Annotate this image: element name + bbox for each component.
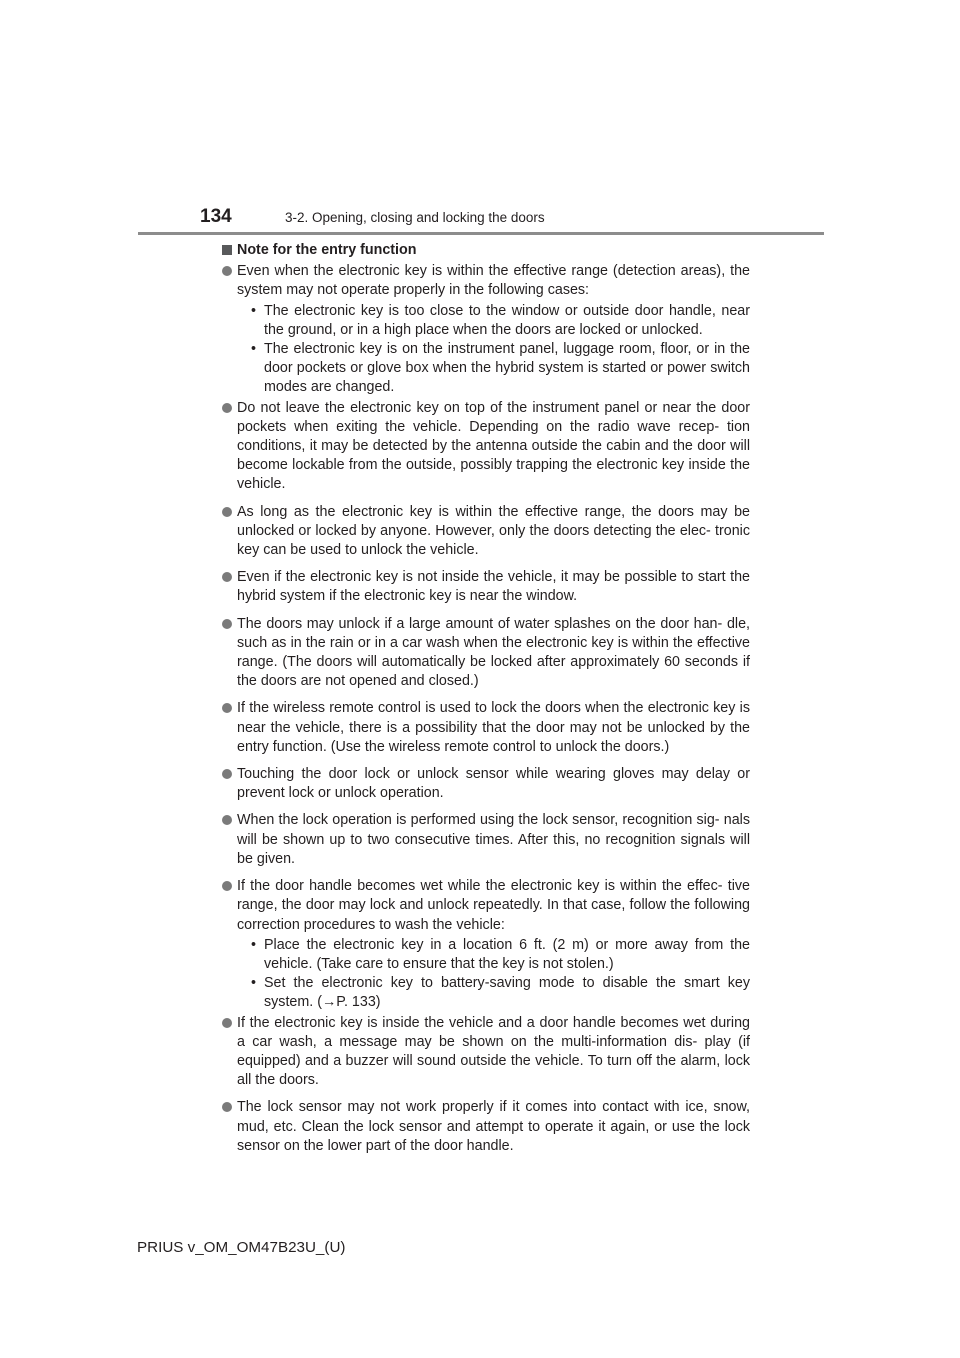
small-bullet-icon: • xyxy=(251,341,257,358)
note-item-text: If the door handle becomes wet while the electronic key is within the effec- tive range, the door may lock and unlock repeatedly. In that case, follow the following correction procedures to wash the vehicle: xyxy=(237,878,750,933)
note-item xyxy=(222,503,750,561)
page-number: 134 xyxy=(200,206,232,227)
note-item xyxy=(222,877,750,1012)
note-item xyxy=(222,615,750,692)
note-item xyxy=(222,1014,750,1091)
bullet-dot-icon xyxy=(222,769,232,779)
note-item xyxy=(222,1098,750,1156)
note-item-text: The doors may unlock if a large amount of water splashes on the door han- dle, such as in the rain or in a car wash when the electronic key is within the effective range. (The doors will automatically be locked after approximately 60 seconds if the doors are not opened and closed.) xyxy=(237,615,750,690)
note-section xyxy=(222,241,750,1164)
sub-list-item-text: The electronic key is on the instrument panel, luggage room, floor, or in the door pockets or glove box when the hybrid system is started or power switch modes are changed. xyxy=(264,341,750,396)
sub-list xyxy=(237,302,750,398)
small-bullet-icon: • xyxy=(251,302,257,319)
bullet-dot-icon xyxy=(222,703,232,713)
note-item-text: When the lock operation is performed using the lock sensor, recognition sig- nals will be shown up to two consecutive times. After this, no recognition signals will be given. xyxy=(237,812,750,867)
sub-list-item-text: The electronic key is too close to the window or outside door handle, near the ground, or in a high place when the doors are locked or unlocked. xyxy=(264,302,750,338)
sub-list-item-text: Place the electronic key in a location 6 ft. (2 m) or more away from the vehicle. (Take care to ensure that the key is not stolen.) xyxy=(264,936,750,972)
note-item-text: If the wireless remote control is used to lock the doors when the electronic key is near the vehicle, there is a possibility that the door may not be unlocked by the entry function. (Use the wireless remote control to unlock the doors.) xyxy=(237,700,750,755)
note-heading-text: Note for the entry function xyxy=(237,242,417,258)
note-item xyxy=(222,399,750,495)
bullet-dot-icon xyxy=(222,881,232,891)
sub-list-item-text: Set the electronic key to battery-saving mode to disable the smart key system. (→P. 133) xyxy=(264,975,750,1011)
sub-list-item xyxy=(251,936,750,974)
sub-list-item xyxy=(251,302,750,340)
note-item xyxy=(222,699,750,757)
note-item-text: Even if the electronic key is not inside the vehicle, it may be possible to start the hybrid system if the electronic key is near the window. xyxy=(237,569,750,605)
bullet-dot-icon xyxy=(222,507,232,517)
header-divider xyxy=(138,232,824,235)
note-item-text: If the electronic key is inside the vehicle and a door handle becomes wet during a car wash, a message may be shown on the multi-information dis- play (if equipped) and a buzzer will sound outside the vehicle. To turn off the alarm, lock all the doors. xyxy=(237,1014,750,1089)
page-header xyxy=(138,200,824,234)
small-bullet-icon: • xyxy=(251,975,257,992)
bullet-dot-icon xyxy=(222,815,232,825)
note-item-text: The lock sensor may not work properly if it comes into contact with ice, snow, mud, etc. Clean the lock sensor and attempt to operate it again, or use the lock sensor on the lower part of the door handle. xyxy=(237,1099,750,1154)
note-item xyxy=(222,568,750,606)
square-bullet-icon xyxy=(222,245,232,255)
note-item-text: Even when the electronic key is within the effective range (detection areas), the system may not operate properly in the following cases: xyxy=(237,263,750,299)
bullet-dot-icon xyxy=(222,1018,232,1028)
note-heading xyxy=(222,241,750,260)
note-item-text: Do not leave the electronic key on top of the instrument panel or near the door pockets when exiting the vehicle. Depending on the radio wave recep- tion conditions, it may be detected by the antenna outside the cabin and the door will become lockable from the outside, possibly trapping the electronic key inside the vehicle. xyxy=(237,399,750,493)
note-item xyxy=(222,765,750,803)
note-item xyxy=(222,811,750,869)
sub-list-item xyxy=(251,340,750,398)
page-footer-code: PRIUS v_OM_OM47B23U_(U) xyxy=(137,1239,346,1256)
bullet-dot-icon xyxy=(222,619,232,629)
small-bullet-icon: • xyxy=(251,936,257,953)
bullet-dot-icon xyxy=(222,266,232,276)
note-item xyxy=(222,262,750,397)
bullet-dot-icon xyxy=(222,572,232,582)
section-title: 3-2. Opening, closing and locking the doors xyxy=(285,210,545,225)
sub-list-item xyxy=(251,974,750,1012)
note-item-text: Touching the door lock or unlock sensor while wearing gloves may delay or prevent lock or unlock operation. xyxy=(237,766,750,802)
bullet-dot-icon xyxy=(222,403,232,413)
bullet-dot-icon xyxy=(222,1102,232,1112)
note-item-text: As long as the electronic key is within the effective range, the doors may be unlocked or locked by anyone. However, only the doors detecting the elec- tronic key can be used to unlock the vehicle. xyxy=(237,503,750,559)
sub-list xyxy=(237,936,750,1013)
